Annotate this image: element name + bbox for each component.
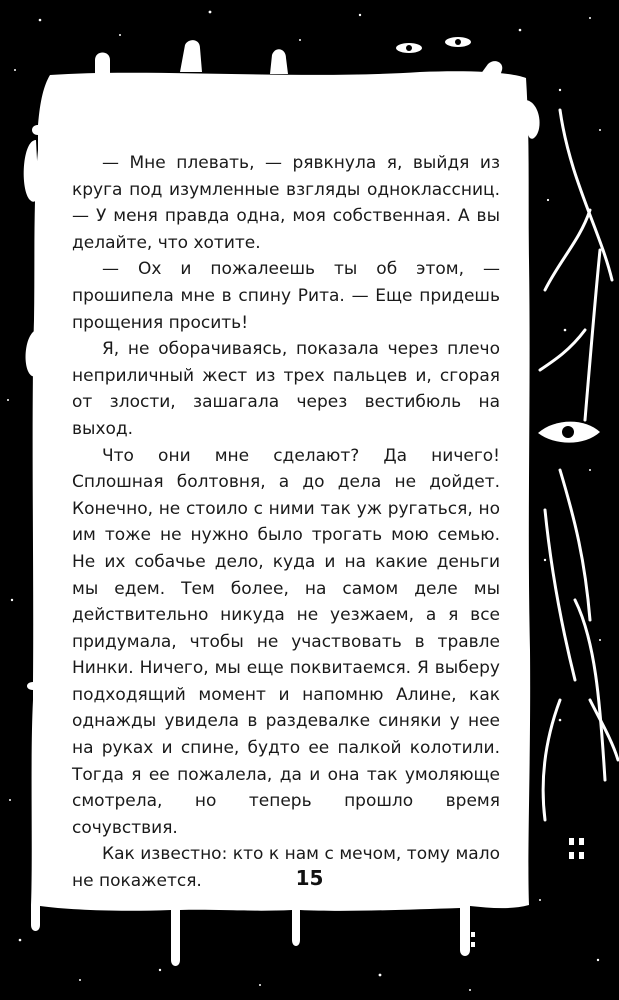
page-number: 15 <box>295 866 324 890</box>
body-text <box>72 150 500 895</box>
paragraph: — Ох и пожалеешь ты об этом, — прошипела мне в спину Рита. — Еще придешь прощения просить! <box>72 259 500 333</box>
paragraph: Как известно: кто к нам с мечом, тому мало не покажется. <box>72 844 500 892</box>
paragraph: Я, не оборачиваясь, показала через плечо неприличный жест из трех пальцев и, сгорая от злости, зашагала через вестибюль на выход. <box>72 339 500 439</box>
paragraph: Что они мне сделают? Да ничего! Сплошная болтовня, а до дела не дойдет. Конечно, не стоило с ними так уж ругаться, но им тоже не нужно было трогать мою семью. Не их собачье дело, куда и на какие деньги мы едем. Тем более, на самом деле мы действительно никуда не уезжаем, а я все придумала, чтобы не участвовать в травле Нинки. Ничего, мы еще поквитаемся. Я выберу подходящий момент и напомню Алине, как однажды увидела в раздевалке синяки у нее на руках и спине, будто ее палкой колотили. Тогда я ее пожалела, да и она так умоляюще смотрела, но теперь прошло время сочувствия. <box>72 445 500 838</box>
paragraph: — Мне плевать, — рявкнула я, выйдя из круга под изумленные взгляды одноклассниц. — У меня правда одна, моя собственная. А вы делайте, что хотите. <box>72 153 500 253</box>
